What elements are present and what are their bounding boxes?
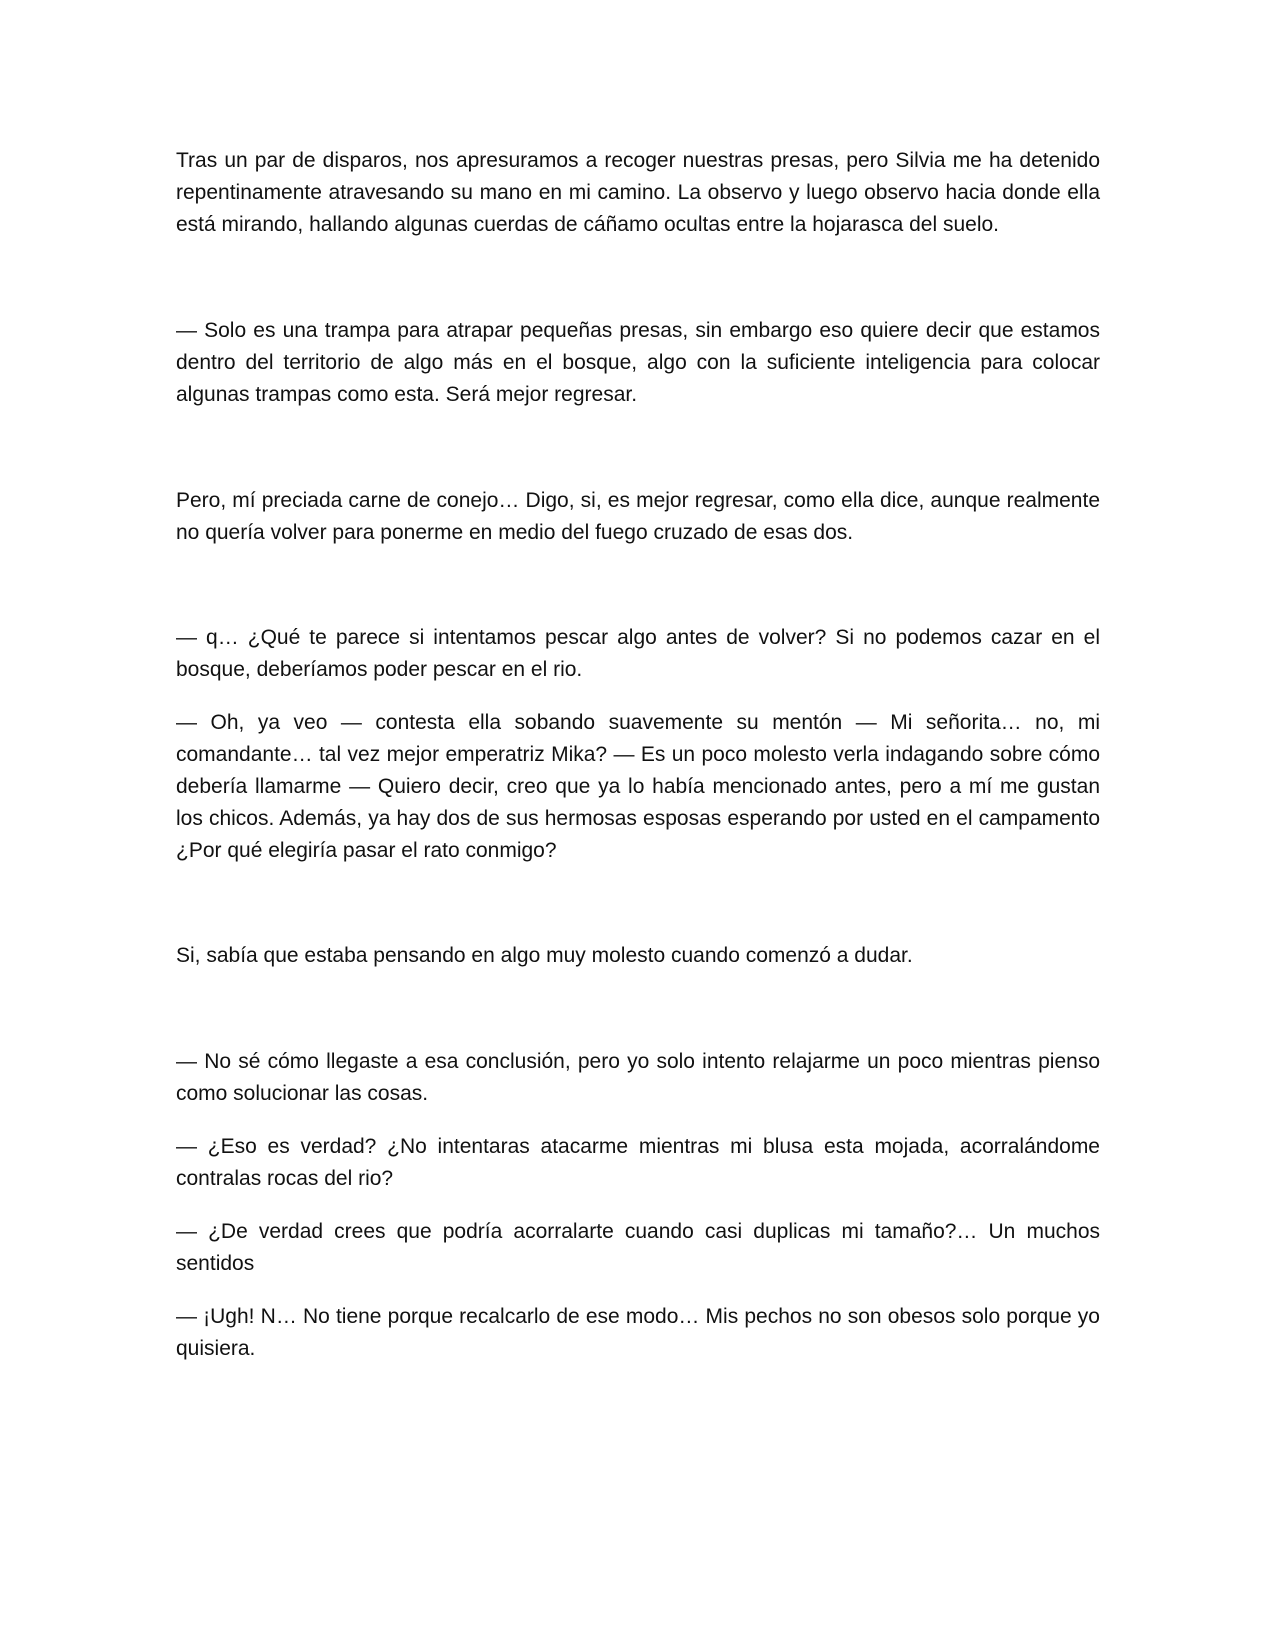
paragraph-5: — Oh, ya veo — contesta ella sobando suavemente su mentón — Mi señorita… no, mi comandante… tal vez mejor emperatriz Mika? — Es un poco molesto verla indagando sobre cómo debería llamarme — Quiero decir, creo que ya lo había mencionado antes, pero a mí me gustan los chicos. Además, ya hay dos de sus hermosas esposas esperando por usted en el campamento ¿Por qué elegiría pasar el rato conmigo? xyxy=(176,711,1100,862)
paragraph-10: — ¡Ugh! N… No tiene porque recalcarlo de ese modo… Mis pechos no son obesos solo porque yo quisiera. xyxy=(176,1305,1100,1360)
paragraph-6: Si, sabía que estaba pensando en algo muy molesto cuando comenzó a dudar. xyxy=(176,944,913,967)
paragraph-2: — Solo es una trampa para atrapar pequeñas presas, sin embargo eso quiere decir que estamos dentro del territorio de algo más en el bosque, algo con la suficiente inteligencia para colocar algunas trampas como esta. Será mejor regresar. xyxy=(176,319,1100,406)
paragraph-3: Pero, mí preciada carne de conejo… Digo, si, es mejor regresar, como ella dice, aunque realmente no quería volver para ponerme en medio del fuego cruzado de esas dos. xyxy=(176,489,1100,544)
paragraph-4: — q… ¿Qué te parece si intentamos pescar algo antes de volver? Si no podemos cazar en el bosque, deberíamos poder pescar en el rio. xyxy=(176,626,1100,681)
paragraph-7: — No sé cómo llegaste a esa conclusión, pero yo solo intento relajarme un poco mientras pienso como solucionar las cosas. xyxy=(176,1050,1100,1105)
paragraph-1: Tras un par de disparos, nos apresuramos a recoger nuestras presas, pero Silvia me ha detenido repentinamente atravesando su mano en mi camino. La observo y luego observo hacia donde ella está mirando, hallando algunas cuerdas de cáñamo ocultas entre la hojarasca del suelo. xyxy=(176,149,1100,236)
paragraph-8: — ¿Eso es verdad? ¿No intentaras atacarme mientras mi blusa esta mojada, acorralándome contralas rocas del rio? xyxy=(176,1135,1100,1190)
paragraph-9: — ¿De verdad crees que podría acorralarte cuando casi duplicas mi tamaño?… Un muchos sentidos xyxy=(176,1220,1100,1275)
